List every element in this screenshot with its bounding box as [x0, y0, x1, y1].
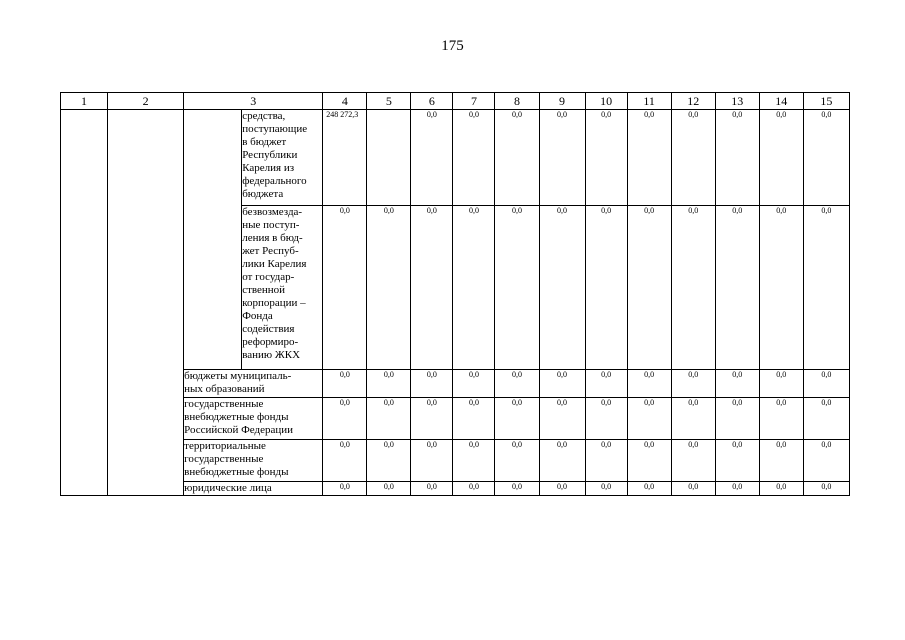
column-header: 11 [627, 93, 671, 110]
empty-cell-col2 [108, 110, 184, 496]
value-cell: 0,0 [539, 206, 585, 370]
value-cell: 0,0 [803, 206, 849, 370]
value-cell: 0,0 [803, 440, 849, 482]
value-cell: 0,0 [627, 440, 671, 482]
value-cell: 0,0 [759, 398, 803, 440]
value-cell: 0,0 [627, 398, 671, 440]
row-label: бюджеты муниципаль- ных образований [184, 370, 323, 398]
value-cell: 0,0 [715, 370, 759, 398]
value-cell: 0,0 [585, 482, 627, 496]
page-number: 175 [441, 38, 464, 54]
value-cell: 0,0 [323, 440, 367, 482]
value-cell: 0,0 [759, 110, 803, 206]
row-label: государственные внебюджетные фонды Российской Федерации [184, 398, 323, 440]
value-cell: 0,0 [671, 440, 715, 482]
value-cell: 0,0 [715, 482, 759, 496]
value-cell: 0,0 [453, 398, 495, 440]
column-header: 13 [715, 93, 759, 110]
column-header: 1 [61, 93, 108, 110]
value-cell: 0,0 [539, 440, 585, 482]
value-cell: 0,0 [495, 398, 539, 440]
table-header-row [61, 93, 850, 110]
value-cell: 0,0 [759, 370, 803, 398]
value-cell: 0,0 [627, 206, 671, 370]
column-header: 6 [411, 93, 453, 110]
row-label: юридические лица [184, 482, 323, 496]
empty-cell-col3a [184, 110, 242, 370]
value-cell: 0,0 [453, 110, 495, 206]
value-cell: 0,0 [539, 370, 585, 398]
column-header: 8 [495, 93, 539, 110]
value-cell: 0,0 [367, 370, 411, 398]
value-cell: 0,0 [453, 370, 495, 398]
row-label: средства, поступающие в бюджет Республики Карелия из федерального бюджета [242, 110, 323, 206]
value-cell: 0,0 [803, 482, 849, 496]
value-cell: 0,0 [715, 398, 759, 440]
value-cell: 0,0 [539, 482, 585, 496]
value-cell: 0,0 [715, 440, 759, 482]
value-cell: 0,0 [453, 440, 495, 482]
value-cell: 0,0 [323, 482, 367, 496]
value-cell: 0,0 [367, 482, 411, 496]
column-header: 14 [759, 93, 803, 110]
value-cell: 0,0 [671, 398, 715, 440]
value-cell [367, 110, 411, 206]
table-row [61, 110, 850, 206]
value-cell: 0,0 [585, 370, 627, 398]
value-cell: 248 272,3 [323, 110, 367, 206]
value-cell: 0,0 [803, 398, 849, 440]
column-header: 15 [803, 93, 849, 110]
value-cell: 0,0 [715, 110, 759, 206]
value-cell: 0,0 [495, 370, 539, 398]
value-cell: 0,0 [323, 398, 367, 440]
column-header: 9 [539, 93, 585, 110]
value-cell: 0,0 [539, 110, 585, 206]
value-cell: 0,0 [495, 482, 539, 496]
value-cell: 0,0 [759, 482, 803, 496]
value-cell: 0,0 [367, 206, 411, 370]
value-cell: 0,0 [367, 398, 411, 440]
value-cell: 0,0 [671, 482, 715, 496]
value-cell: 0,0 [715, 206, 759, 370]
value-cell: 0,0 [411, 110, 453, 206]
value-cell: 0,0 [803, 370, 849, 398]
value-cell: 0,0 [671, 206, 715, 370]
column-header: 4 [323, 93, 367, 110]
value-cell: 0,0 [411, 206, 453, 370]
column-header: 10 [585, 93, 627, 110]
value-cell: 0,0 [585, 440, 627, 482]
value-cell: 0,0 [671, 370, 715, 398]
column-header: 5 [367, 93, 411, 110]
value-cell: 0,0 [539, 398, 585, 440]
row-label: территориальные государственные внебюджетные фонды [184, 440, 323, 482]
value-cell: 0,0 [495, 440, 539, 482]
value-cell: 0,0 [411, 440, 453, 482]
column-header: 3 [184, 93, 323, 110]
value-cell: 0,0 [759, 440, 803, 482]
value-cell: 0,0 [585, 206, 627, 370]
value-cell: 0,0 [453, 482, 495, 496]
value-cell: 0,0 [367, 440, 411, 482]
value-cell: 0,0 [627, 370, 671, 398]
empty-cell-col1 [61, 110, 108, 496]
value-cell: 0,0 [495, 206, 539, 370]
value-cell: 0,0 [411, 482, 453, 496]
value-cell: 0,0 [495, 110, 539, 206]
row-label: безвозмезда- ные поступ- ления в бюд- жет Респуб- лики Карелия от государ- ственной корпорации – Фонда содействия реформиро- ванию ЖКХ [242, 206, 323, 370]
value-cell: 0,0 [627, 482, 671, 496]
column-header: 7 [453, 93, 495, 110]
value-cell: 0,0 [453, 206, 495, 370]
value-cell: 0,0 [323, 370, 367, 398]
value-cell: 0,0 [627, 110, 671, 206]
column-header: 12 [671, 93, 715, 110]
value-cell: 0,0 [759, 206, 803, 370]
value-cell: 0,0 [585, 110, 627, 206]
value-cell: 0,0 [585, 398, 627, 440]
value-cell: 0,0 [803, 110, 849, 206]
value-cell: 0,0 [323, 206, 367, 370]
budget-table [60, 92, 850, 496]
value-cell: 0,0 [411, 398, 453, 440]
column-header: 2 [108, 93, 184, 110]
value-cell: 0,0 [411, 370, 453, 398]
value-cell: 0,0 [671, 110, 715, 206]
